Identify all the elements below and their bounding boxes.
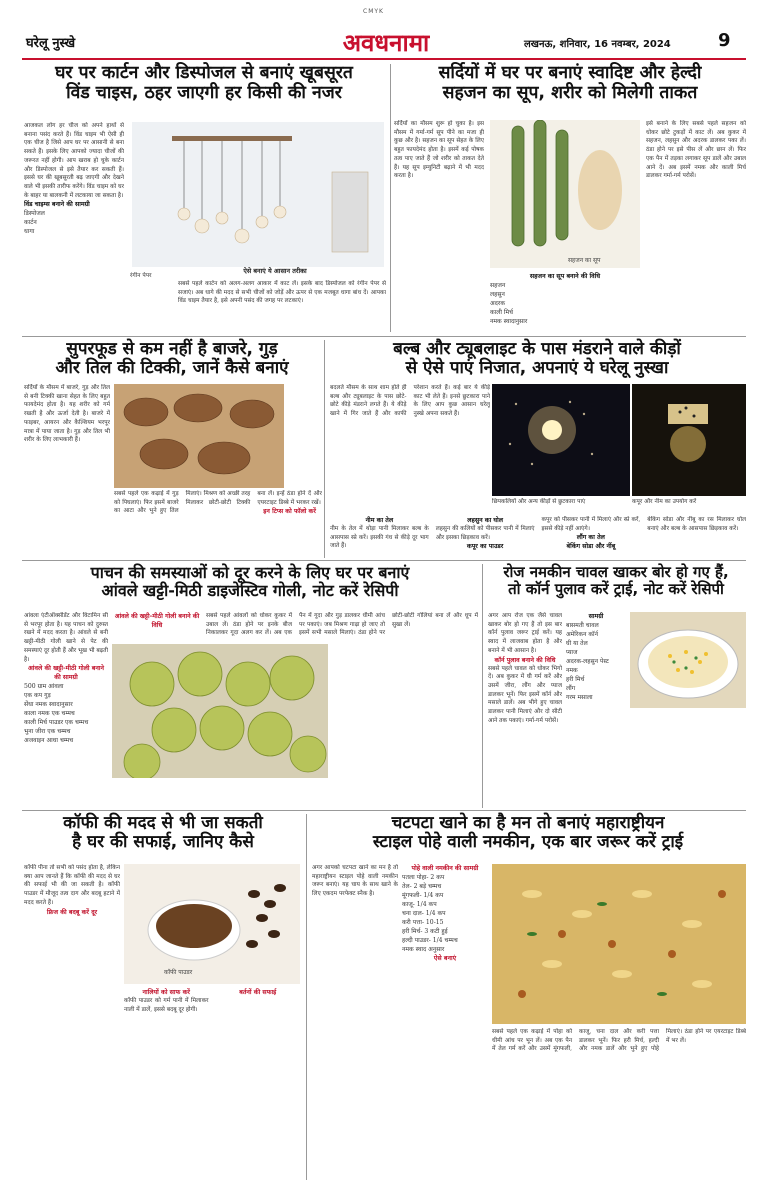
a1-divider	[390, 64, 391, 332]
a8-body: अगर आपको चटपटा खाने का मन है तो महाराष्ट्रीयन स्टाइल पोहे वाली नमकीन जरूर बनाएं। यह चाय के साथ खाने के लिए एकदम परफेक्ट स्नैक है।	[312, 865, 398, 898]
masthead-logo	[306, 26, 466, 56]
a1-headline: घर पर कार्टन और डिस्पोजल से बनाएं खूबसूरत विंड चाइस, ठहर जाएगी हर किसी की नजर	[55, 63, 353, 103]
date-line: लखनऊ, शनिवार, 16 नवम्बर, 2024	[524, 39, 671, 50]
a1-body: आजकल लोग हर चीज को अपने हाथों से बनाना पसंद करते हैं। विंड चाइम भी ऐसी ही एक चीज है जिसे आप घर पर आसानी से बना सकते हैं। इसके लिए आपको ज्यादा चीजों की जरूरत नहीं होगी। आप खराब हो चुके कार्टन और डिस्पोजल से इसे तैयार कर सकती हैं। इससे घर की खूबसूरती बढ़ जाएगी और देखने वाले भी इसकी तारीफ करेंगे। विंड चाइम को घर के बाहर या बालकनी में लटकाया जा सकता है। विंड चाइम्स बनाने की सामग्री डिस्पोजल कार्टन धागा	[24, 123, 124, 236]
a7-body2: नालियों को साफ करें कॉफी पाउडर को गर्म पानी में मिलाकर नाली में डालें, इससे बदबू दूर होगी। बर्तनों की सफाई	[124, 989, 277, 1013]
a7-photo-label: कॉफी पाउडर	[164, 969, 193, 976]
a3-body2: सबसे पहले एक कढ़ाई में गुड़ को पिघलाएं। फिर इसमें बाजरे का आटा और भुने हुए तिल मिलाएं। मिश्रण को अच्छी तरह मिलाकर छोटी-छोटी टिक्की बना लें। इन्हें ठंडा होने दें और एयरटाइट डिब्बे में भरकर रखें। इन टिप्स को फॉलो करें	[114, 491, 322, 516]
a4-photo-right	[632, 384, 746, 496]
a2-body: सर्दियों का मौसम शुरू हो चुका है। इस मौसम में गर्मा-गर्म सूप पीने का मजा ही कुछ और है। सहजन का सूप सेहत के लिए बहुत फायदेमंद होता है। इसमें कई पोषक तत्व पाए जाते हैं जो शरीर को ताकत देते हैं। यह सूप इम्युनिटी बढ़ाने में भी मदद करता है।	[394, 121, 484, 180]
a5-body2: सबसे पहले आंवलों को धोकर कुकर में उबाल लें। ठंडा होने पर इनके बीज निकालकर गूदा अलग कर लें। अब एक पैन में गूदा और गुड़ डालकर धीमी आंच पर पकाएं। जब मिश्रण गाढ़ा हो जाए तो इसमें सभी मसाले मिलाएं। ठंडा होने पर छोटी-छोटी गोलियां बना लें और धूप में सुखा लें।	[206, 613, 478, 637]
a5-body: आंवला एंटीऑक्सीडेंट और विटामिन सी से भरपूर होता है। यह पाचन को दुरुस्त रखने में मदद करता है। आंवले से बनी खट्टी-मीठी गोली खाने से पेट की समस्याएं दूर होती हैं और भूख भी बढ़ती है। आंवले की खट्टी-मीठी गोली बनाने की सामग्री 500 ग्राम आंवला एक कप गुड़ सेंधा नमक स्वादानुसार काला नमक एक चम्मच काली मिर्च पाउडर एक चम्मच भुना जीरा एक चम्मच अजवाइन आधा चम्मच	[24, 613, 108, 745]
a4-tips: नीम का तेल नीम के तेल में थोड़ा पानी मिलाकर बल्ब के आसपास स्प्रे करें। इसकी गंध से कीड़े दूर भाग जाते हैं। लहसुन का घोल लहसुन की कलियों को पीसकर पानी में मिलाएं और इसका छिड़काव करें। कपूर का पाउडर कपूर को पीसकर पानी में मिलाएं और स्प्रे करें, इससे कीड़े नहीं आएंगे। लौंग का तेल बेकिंग सोडा और नींबू बेकिंग सोडा और नींबू का रस मिलाकर घोल बनाएं और बल्ब के आसपास छिड़काव करें।	[330, 517, 746, 551]
a7-body: कॉफी पीना तो सभी को पसंद होता है, लेकिन क्या आप जानते हैं कि कॉफी की मदद से घर की सफाई भी की जा सकती है। कॉफी पाउडर में मौजूद तत्व दाग और बदबू हटाने में मदद करते हैं। फ्रिज की बदबू करें दूर	[24, 865, 120, 916]
a7-photo	[124, 864, 300, 984]
tikki-illustration	[114, 384, 284, 488]
a2-photo-label: सहजन का सूप	[568, 257, 601, 264]
a1-body2: सबसे पहले कार्टन को अलग-अलग आकार में काट लें। इसके बाद डिस्पोजल को रंगीन पेपर से सजाएं। अब धागे की मदद से सभी चीजों को जोड़ें और ऊपर से एक मजबूत धागा बांध दें। आपका विंड चाइम तैयार है, इसे अपनी पसंद की जगह पर लटकाएं।	[178, 281, 386, 305]
a2-recipe: सहजन का सूप बनाने की विधि सहजन लहसुन अदरक काली मिर्च नमक स्वादानुसार	[490, 273, 601, 325]
row2-rule	[22, 560, 746, 561]
a6-photo	[630, 612, 746, 708]
a4-headline: बल्ब और ट्यूबलाइट के पास मंडराने वाले कीड़ों से ऐसे पाएं निजात, अपनाएं ये घरेलू नुस्खा	[393, 339, 681, 379]
a4-photo-left	[492, 384, 630, 496]
a1-photo-caption: ऐसे बनाएं ये आसान तरीका	[243, 267, 307, 275]
corn-pulao-illustration	[630, 612, 746, 708]
a3-divider	[324, 340, 325, 558]
a6-headline: रोज नमकीन चावल खाकर बोर हो गए हैं, तो कॉर्न पुलाव करें ट्राई, नोट करें रेसिपी	[503, 563, 729, 598]
coffee-beans-illustration	[124, 864, 300, 984]
a5-headline: पाचन की समस्याओं को दूर करने के लिए घर पर बनाएं आंवले खट्टी-मिठी डाइजेस्टिव गोली, नोट करें रेसिपी	[90, 563, 410, 600]
row1-rule	[22, 336, 746, 337]
a4-caption-left: छिपकलियों और अन्य कीड़ों से छुटकारा पाएं	[492, 499, 586, 505]
a8-body2: सबसे पहले एक कढ़ाई में पोहा को धीमी आंच पर भून लें। अब एक पैन में तेल गर्म करें और उसमें मूंगफली, काजू, चना दाल और करी पत्ता डालकर भूनें। फिर हरी मिर्च, हल्दी और नमक डालें और भुने हुए पोहे मिलाएं। ठंडा होने पर एयरटाइट डिब्बे में भर लें।	[492, 1029, 746, 1053]
a5-method-head: आंवले की खट्टी-मीठी गोली बनाने की विधि	[114, 613, 200, 629]
wind-chime-illustration	[132, 122, 384, 267]
drumstick-illustration	[490, 120, 640, 268]
a6-ingredients: सामग्री बासमती चावल अमेरिकन कॉर्न घी या तेल प्याज अदरक-लहसुन पेस्ट नमक हरी मिर्च लौंग गरम मसाला	[566, 613, 609, 701]
bulb-insects-illustration	[492, 384, 630, 496]
row3-rule	[22, 810, 746, 811]
print-mark: CMYK	[363, 8, 384, 15]
a8-photo	[492, 864, 746, 1024]
a7-divider	[306, 814, 307, 1180]
a1-photo	[132, 122, 384, 267]
masthead-rule	[22, 58, 746, 60]
a3-photo	[114, 384, 284, 488]
a5-divider	[482, 564, 483, 808]
section-label: घरेलू नुस्खे	[26, 36, 76, 51]
a8-headline: चटपटा खाने का है मन तो बनाएं महाराष्ट्रीयन स्टाइल पोहे वाली नमकीन, एक बार जरूर करें ट्राई	[372, 813, 684, 853]
a3-body: सर्दियों के मौसम में बाजरे, गुड़ और तिल से बनी टिक्की खाना सेहत के लिए बहुत फायदेमंद होता है। यह शरीर को गर्म रखती है और ऊर्जा देती है। बाजरे में फाइबर, आयरन और कैल्शियम भरपूर मात्रा में पाया जाता है। गुड़ और तिल भी शरीर के लिए लाभकारी हैं।	[24, 385, 110, 444]
a1-caption-left: रंगीन पेपर	[130, 273, 152, 279]
logo-text: अवधनामा	[342, 28, 430, 57]
a4-body: बदलते मौसम के साथ शाम होते ही बल्ब और ट्यूबलाइट के पास छोटे-छोटे कीड़े मंडराने लगते हैं। ये कीड़े खाने में गिर जाते हैं और काफी परेशान करते हैं। कई बार ये कीड़े काट भी लेते हैं। इनसे छुटकारा पाने के लिए आप कुछ आसान घरेलू नुस्खे अपना सकते हैं।	[330, 385, 490, 418]
a2-headline: सर्दियों में घर पर बनाएं स्वादिष्ट और हेल्दी सहजन का सूप, शरीर को मिलेगी ताकत	[438, 63, 702, 103]
a2-body2: इसे बनाने के लिए सबसे पहले सहजन को धोकर छोटे टुकड़ों में काट लें। अब कुकर में सहजन, लहसुन और अदरक डालकर पका लें। ठंडा होने पर इसे पीस लें और छान लें। फिर एक पैन में तड़का लगाकर सूप डालें और उबाल आने दें। अब इसमें नमक और काली मिर्च डालकर गर्मा-गर्म परोसें।	[646, 121, 746, 180]
a8-ingredients: पोहे वाली नमकीन की सामग्री पतला पोहा- 2 कप तेल- 2 बड़े चम्मच मूंगफली- 1/4 कप काजू- 1/4 कप चना दाल- 1/4 कप करी पत्ता- 10-15 हरी मिर्च- 3 कटी हुई हल्दी पाउडर- 1/4 चम्मच नमक स्वाद अनुसार ऐसे बनाएं	[402, 865, 479, 962]
page-number: 9	[718, 30, 731, 51]
poha-namkeen-illustration	[492, 864, 746, 1024]
lamp-insects-illustration	[632, 384, 746, 496]
a4-caption-right: कपूर और नीम का उपयोग करें	[632, 499, 697, 505]
a6-body: अगर आप रोज एक जैसे चावल खाकर बोर हो गए हैं तो इस बार कॉर्न पुलाव जरूर ट्राई करें। यह स्वाद में लाजवाब होता है और बनाने में भी आसान है। कॉर्न पुलाव बनाने की विधि सबसे पहले चावल को धोकर भिगो दें। अब कुकर में घी गर्म करें और उसमें जीरा, लौंग और प्याज डालकर भूनें। फिर इसमें कॉर्न और मसाले डालें। अब भीगे हुए चावल डालकर पानी मिलाएं और दो सीटी आने तक पकाएं। गर्मा-गर्म परोसें।	[488, 613, 562, 724]
a7-headline: कॉफी की मदद से भी जा सकती है घर की सफाई, जानिए कैसे	[63, 813, 263, 853]
a2-photo	[490, 120, 640, 268]
a3-headline: सुपरफूड से कम नहीं है बाजरे, गुड़ और तिल की टिक्की, जानें कैसे बनाएं	[55, 339, 289, 379]
